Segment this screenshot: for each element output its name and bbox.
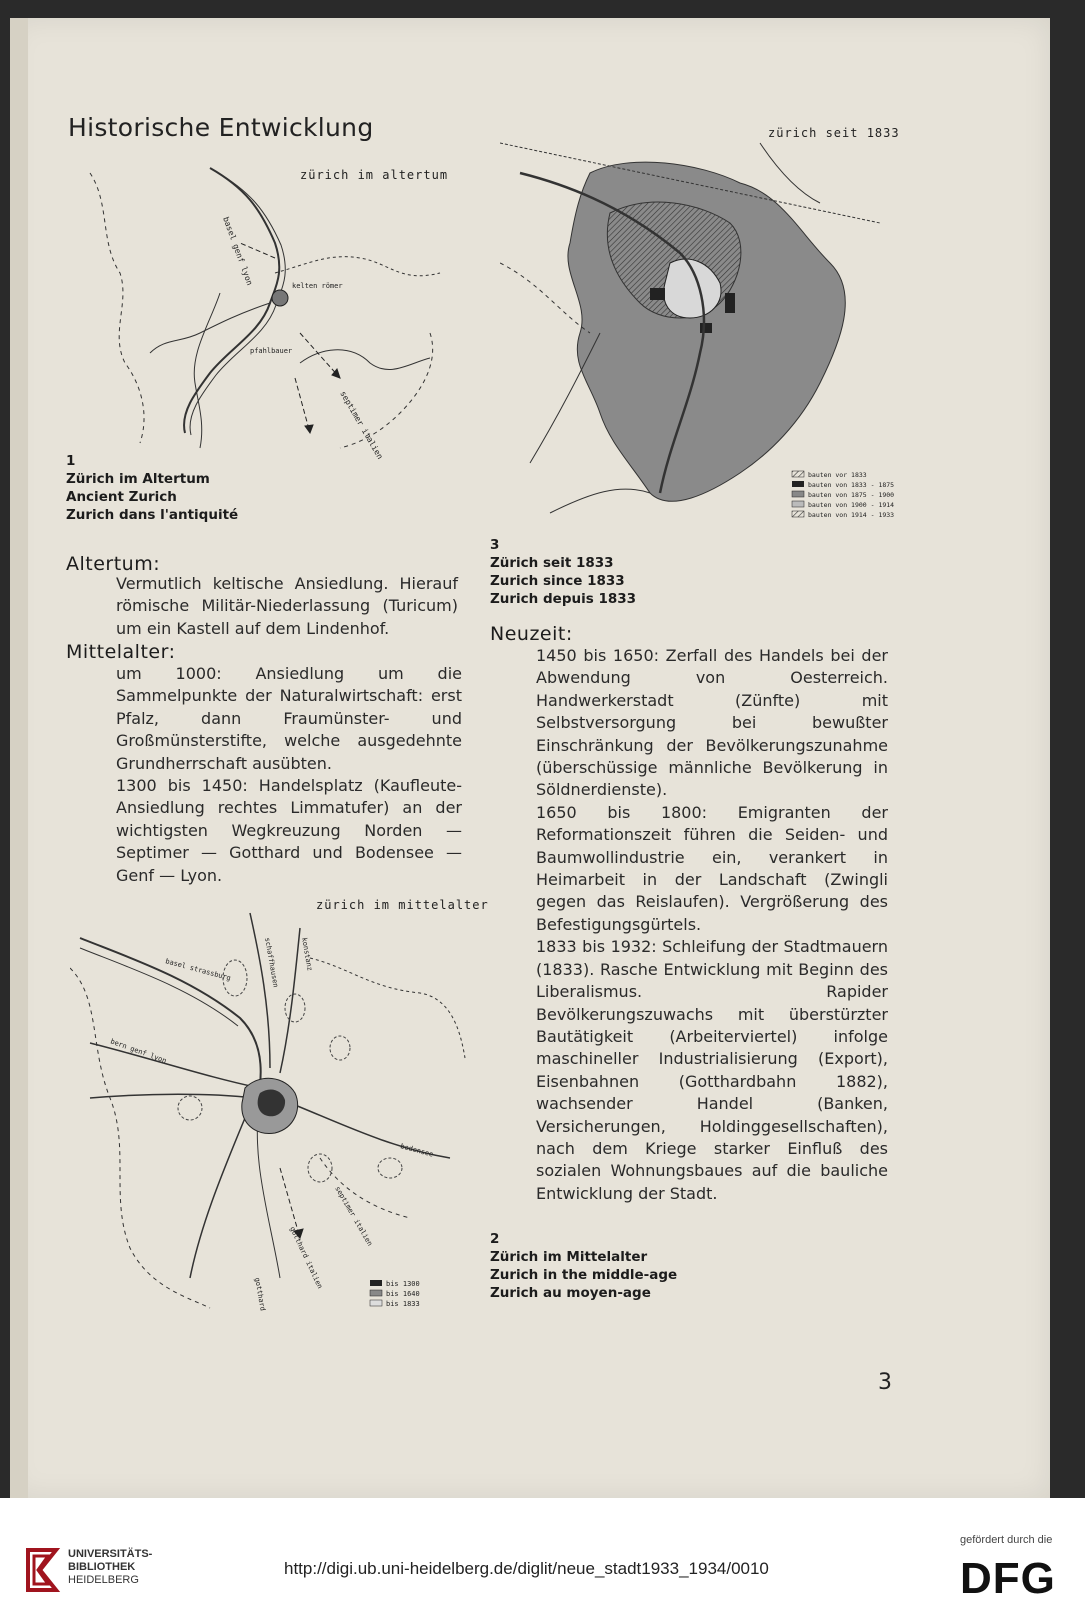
text-mittelalter [116,663,462,887]
map2-caption-number: 2 [490,1231,500,1247]
map3-legend-3: bauten von 1875 - 1900 [808,491,895,499]
library-name-line3: HEIDELBERG [68,1574,139,1586]
map3-legend-1: bauten vor 1833 [808,471,867,479]
map2-label-schaffhausen: schaffhausen [263,936,280,989]
map2-caption-de: Zürich im Mittelalter [490,1249,648,1265]
map1-drawing [70,163,470,463]
map1-caption-de: Zürich im Altertum [66,471,210,487]
heading-neuzeit: Neuzeit: [490,623,573,645]
library-name [68,1548,152,1587]
text-neuzeit-p3: 1833 bis 1932: Schleifung der Stadtmauern (1833). Rasche Entwicklung mit Beginn des Liberalismus. Rapider Bevölkerungszuwachs mit überstürzter Bautätigkeit (Arbeiterviertel) infolge maschineller Industrialisierung (Export), Eisenbahnen (Gotthardbahn 1882), wachsender Handel (Banken, Versicherungen, Holdinggesellschaften), nach dem Kriege starker Einfluß des sozialen Wohnungsbaues auf die bauliche Entwicklung der Stadt. [536,937,888,1203]
text-mittelalter-p2: 1300 bis 1450: Handelsplatz (Kaufleute-Ansiedlung rechtes Limmatufer) an der wichtigsten Wegkreuzung Norden — Septimer — Gotthard und Bodensee — Genf — Lyon. [116,776,462,885]
text-neuzeit-p2: 1650 bis 1800: Emigranten der Reformationszeit führen die Seiden- und Baumwollindustrie ein, verankert in Heimarbeit in der Landschaft (Zwingli gegen das Reislaufen). Vergrößerung des Befestigungsgürtels. [536,802,888,934]
map2-label-gotthard: gotthard [253,1276,267,1312]
map3-caption-number: 3 [490,537,500,553]
map2-caption [490,1230,677,1302]
map2-caption-en: Zurich in the middle-age [490,1267,678,1283]
map1-label-kelten: kelten römer [292,282,343,290]
map3-caption-fr: Zurich depuis 1833 [490,591,637,607]
map3-legend-4: bauten von 1900 - 1914 [808,501,895,509]
map2-heading: zürich im mittelalter [316,898,489,912]
page-binding-edge [10,18,28,1498]
map1-caption-number: 1 [66,453,76,469]
map3-caption [490,536,636,608]
map2-label-basel: basel strassburg [164,957,232,983]
map3-heading: zürich seit 1833 [768,126,900,140]
map2-legend-1: bis 1300 [386,1280,420,1288]
funded-by-label: gefördert durch die [960,1534,1053,1546]
map2-label-konstanz: konstanz [300,936,314,972]
library-logo-icon [20,1546,64,1594]
map2-legend-2: bis 1640 [386,1290,420,1298]
map2-legend-3: bis 1833 [386,1300,420,1308]
map1-label-septimer: septimer italien [338,389,385,461]
map2-label-bern: bern genf lyon [109,1037,168,1066]
page-title: Historische Entwicklung [68,113,374,142]
page-number: 3 [878,1370,892,1395]
map3-legend-5: bauten von 1914 - 1933 [808,511,895,519]
heading-altertum: Altertum: [66,553,161,575]
text-mittelalter-p1: um 1000: Ansiedlung um die Sammelpunkte der Naturalwirtschaft: erst Pfalz, dann Fraumünster- und Großmünsterstifte, welche ausgedehnte Grundherrschaft ausübten. [116,664,462,773]
map1-caption-en: Ancient Zurich [66,489,177,505]
dfg-logo: DFG [960,1554,1056,1603]
map1-caption [66,452,238,524]
source-url-link[interactable]: http://digi.ub.uni-heidelberg.de/diglit/neue_stadt1933_1934/0010 [284,1559,769,1578]
map3-caption-de: Zürich seit 1833 [490,555,614,571]
library-name-line2: BIBLIOTHEK [68,1561,136,1573]
text-altertum-p1: Vermutlich keltische Ansiedlung. Hierauf römische Militär-Niederlassung (Turicum) um ein Kastell auf dem Lindenhof. [116,574,458,638]
heading-mittelalter: Mittelalter: [66,641,176,663]
digitization-footer [0,1498,1085,1613]
library-name-line1: UNIVERSITÄTS- [68,1548,153,1560]
map1-caption-fr: Zurich dans l'antiquité [66,507,239,523]
map1-heading: zürich im altertum [300,168,449,182]
map1-label-pfahlbauer: pfahlbauer [250,347,293,355]
map2-label-bodensee: bodensee [399,1142,435,1159]
map3-drawing [500,113,900,543]
text-neuzeit [536,645,888,1205]
map3-caption-en: Zurich since 1833 [490,573,625,589]
text-neuzeit-p1: 1450 bis 1650: Zerfall des Handels bei der Abwendung von Oesterreich. Handwerkerstadt (Zünfte) mit Selbstversorgung bei bewußter Einschränkung der Bevölkerungszunahme (überschüssige männliche Bevölkerung in Söldnerdienste). [536,646,888,800]
map2-drawing [70,898,470,1318]
map2-label-septimer: septimer italien [333,1185,374,1248]
map2-caption-fr: Zurich au moyen-age [490,1285,651,1301]
map1-label-basel: basel genf lyon [221,215,255,287]
text-altertum [116,573,458,640]
map3-legend-2: bauten von 1833 - 1875 [808,481,895,489]
scanned-page [10,18,1050,1498]
map2-label-gotthard-italien: gotthard italien [288,1225,324,1290]
